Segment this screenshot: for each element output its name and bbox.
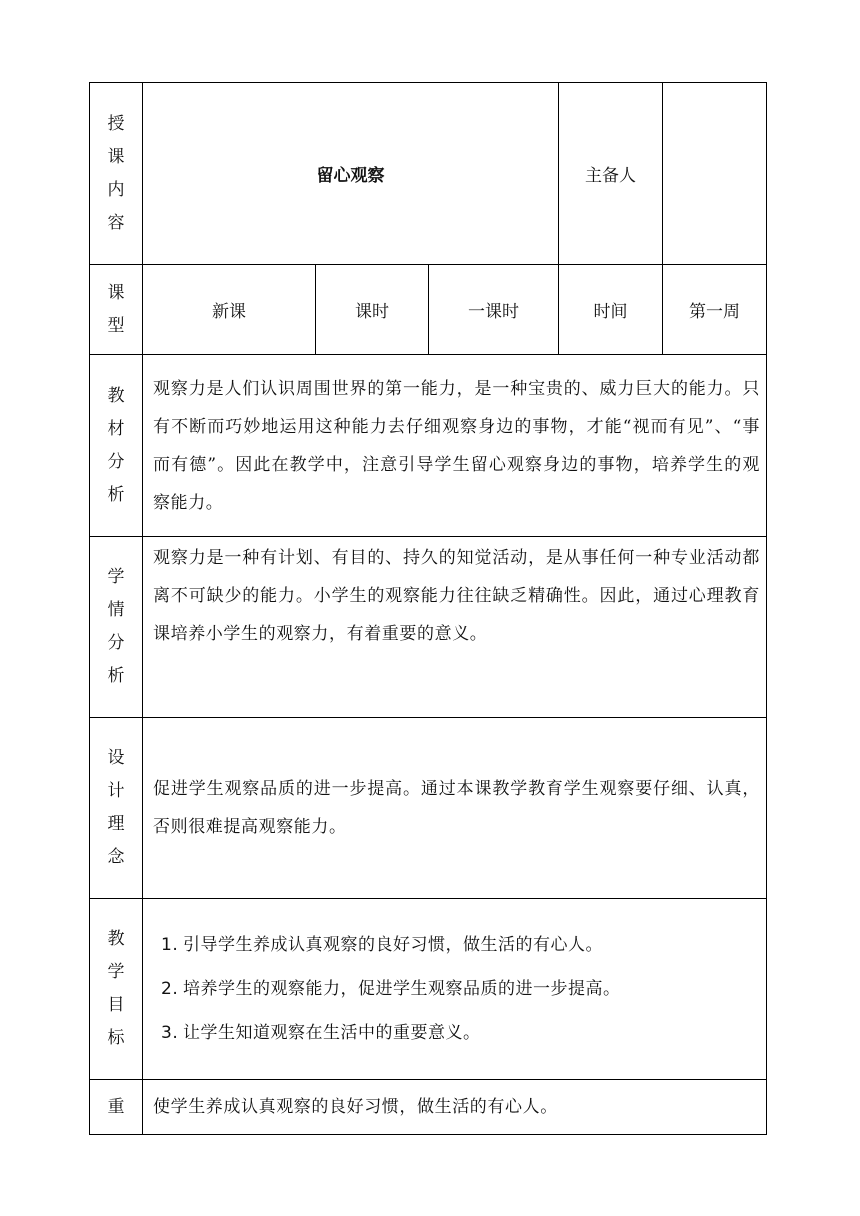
key-point-text: 使学生养成认真观察的良好习惯，做生活的有心人。 (143, 1080, 767, 1135)
row-lesson-type (90, 265, 767, 355)
label-student-analysis: 学 情 分 析 (90, 537, 143, 718)
goal-item: 1. 引导学生养成认真观察的良好习惯，做生活的有心人。 (161, 935, 603, 955)
time-value: 第一周 (663, 265, 767, 355)
design-concept-text: 促进学生观察品质的进一步提高。通过本课教学教育学生观察要仔细、认真，否则很难提高观察能力。 (143, 718, 767, 899)
preparer-value (663, 83, 767, 265)
lesson-plan-table (89, 82, 767, 1135)
label-teaching-goals: 教 学 目 标 (90, 899, 143, 1080)
label-material-analysis: 教 材 分 析 (90, 355, 143, 537)
material-analysis-text: 观察力是人们认识周围世界的第一能力，是一种宝贵的、威力巨大的能力。只有不断而巧妙地运用这种能力去仔细观察身边的事物，才能“视而有见”、“事而有德”。因此在教学中，注意引导学生留心观察身边的事物，培养学生的观察能力。 (143, 355, 767, 537)
label-lesson-type: 课 型 (90, 265, 143, 355)
lesson-type-value: 新课 (143, 265, 316, 355)
row-key-point (90, 1080, 767, 1135)
label-key-point: 重 (90, 1080, 143, 1135)
label-lesson-content: 授 课 内 容 (90, 83, 143, 265)
row-material-analysis (90, 355, 767, 537)
row-teaching-goals (90, 899, 767, 1080)
row-student-analysis (90, 537, 767, 718)
label-design-concept: 设 计 理 念 (90, 718, 143, 899)
row-design-concept (90, 718, 767, 899)
label-periods: 课时 (316, 265, 429, 355)
goal-item: 3. 让学生知道观察在生活中的重要意义。 (161, 1023, 481, 1043)
label-preparer: 主备人 (559, 83, 663, 265)
goal-item: 2. 培养学生的观察能力，促进学生观察品质的进一步提高。 (161, 979, 621, 999)
label-time: 时间 (559, 265, 663, 355)
periods-value: 一课时 (429, 265, 559, 355)
lesson-title: 留心观察 (143, 83, 559, 265)
row-lesson-content (90, 83, 767, 265)
teaching-goals-list (143, 899, 767, 1080)
student-analysis-text: 观察力是一种有计划、有目的、持久的知觉活动，是从事任何一种专业活动都离不可缺少的能力。小学生的观察能力往往缺乏精确性。因此，通过心理教育课培养小学生的观察力，有着重要的意义。 (143, 537, 767, 718)
